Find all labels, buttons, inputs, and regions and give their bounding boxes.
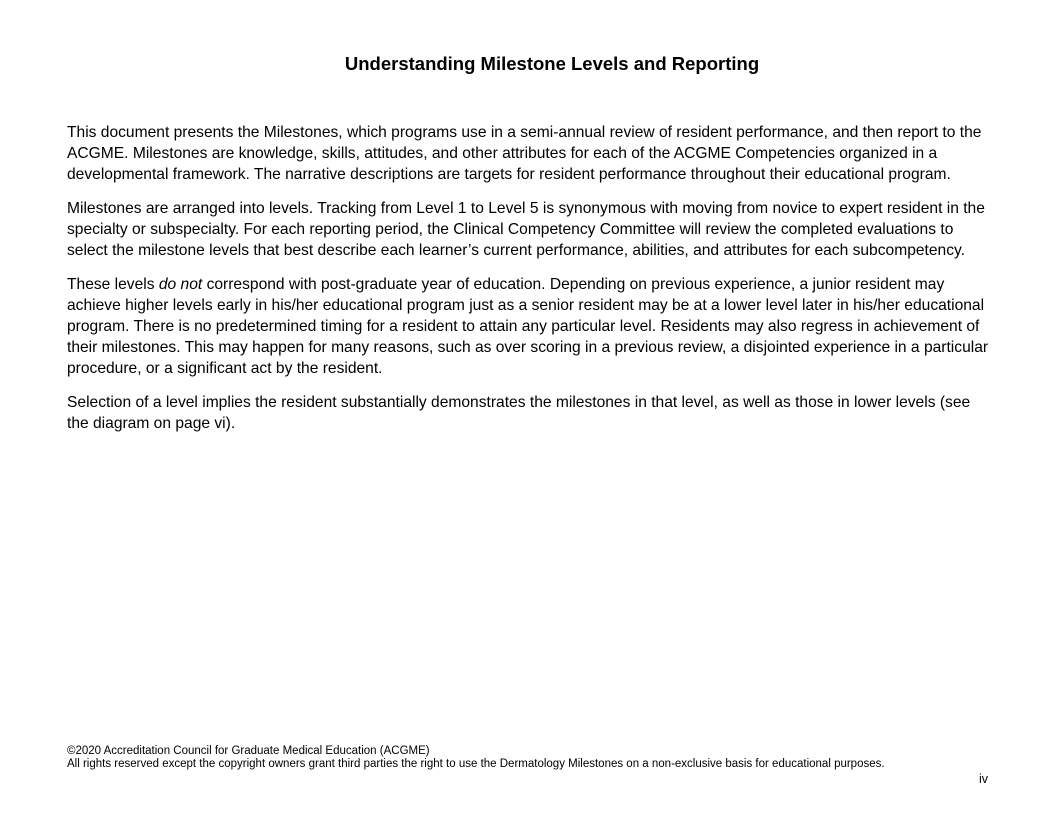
emphasis-text: do not: [158, 276, 203, 293]
footer-copyright: ©2020 Accreditation Council for Graduate Medical Education (ACGME): [67, 745, 430, 757]
footer-rights: All rights reserved except the copyright owners grant third parties the right to use the Dermatology Milestones on a non-exclusive basis for educational purposes.: [67, 758, 885, 770]
document-body: [67, 122, 992, 447]
paragraph-overview: This document presents the Milestones, which programs use in a semi-annual review of resident performance, and then report to the ACGME. Milestones are knowledge, skills, attitudes, and other attributes for each of the ACGME Competencies organized in a developmental framework. The narrative descriptions are targets for resident performance throughout their educational program.: [67, 124, 982, 183]
paragraph-level-selection: Selection of a level implies the resident substantially demonstrates the milestones in that level, as well as those in lower levels (see the diagram on page vi).: [67, 394, 971, 432]
paragraph-text-segment: These levels: [67, 276, 159, 293]
paragraph-text-segment: correspond with post-graduate year of education. Depending on previous experience, a junior resident may achieve higher levels early in his/her educational program just as a senior resident may be at a lower level later in his/her educational program. There is no predetermined timing for a resident to attain any particular level. Residents may also regress in achievement of their milestones. This may happen for many reasons, such as over scoring in a previous review, a disjointed experience in a particular procedure, or a significant act by the resident.: [67, 276, 989, 377]
page-title: Understanding Milestone Levels and Reporting: [344, 53, 760, 74]
page-number: iv: [979, 772, 989, 786]
paragraph-pgy-correspondence: [67, 274, 992, 379]
paragraph-levels: Milestones are arranged into levels. Tracking from Level 1 to Level 5 is synonymous with moving from novice to expert resident in the specialty or subspecialty. For each reporting period, the Clinical Competency Committee will review the completed evaluations to select the milestone levels that best describe each learner’s current performance, abilities, and attributes for each subcompetency.: [67, 200, 985, 259]
